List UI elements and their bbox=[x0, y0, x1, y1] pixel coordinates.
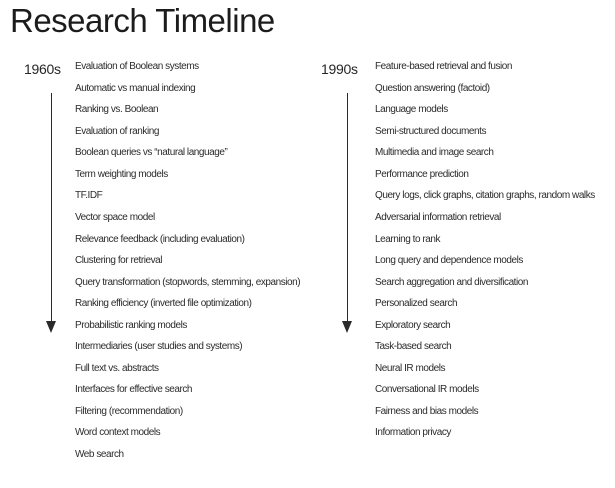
timeline-arrow-line-1990s bbox=[347, 93, 349, 322]
timeline-items-1990s bbox=[375, 56, 595, 444]
timeline-item: Probabilistic ranking models bbox=[75, 319, 187, 331]
timeline-item: Evaluation of Boolean systems bbox=[75, 61, 199, 73]
timeline-item: Boolean queries vs “natural language” bbox=[75, 147, 228, 159]
timeline-item: Search aggregation and diversification bbox=[375, 276, 529, 288]
timeline-item: Vector space model bbox=[75, 212, 155, 224]
timeline-item: Exploratory search bbox=[375, 319, 451, 331]
timeline-item: Fairness and bias models bbox=[375, 405, 479, 417]
timeline-arrowhead-down-icon bbox=[342, 321, 352, 333]
timeline-item: Task-based search bbox=[375, 341, 452, 353]
timeline-arrowhead-down-icon bbox=[46, 321, 56, 333]
timeline-item: Filtering (recommendation) bbox=[75, 405, 183, 417]
timeline-item: Multimedia and image search bbox=[375, 147, 494, 159]
timeline-item: Relevance feedback (including evaluation) bbox=[75, 233, 245, 245]
timeline-items-1960s bbox=[75, 56, 300, 465]
timeline-item: Term weighting models bbox=[75, 168, 168, 180]
timeline-item: Query logs, click graphs, citation graphs, random walks bbox=[375, 190, 595, 202]
timeline-item: Language models bbox=[375, 104, 448, 116]
timeline-item: Information privacy bbox=[375, 427, 451, 439]
timeline-arrow-line-1960s bbox=[51, 93, 53, 322]
decade-label-1990s: 1990s bbox=[321, 61, 358, 77]
timeline-item: Word context models bbox=[75, 427, 161, 439]
timeline-item: Intermediaries (user studies and systems) bbox=[75, 341, 243, 353]
timeline-item: Question answering (factoid) bbox=[375, 82, 490, 94]
timeline-item: Neural IR models bbox=[375, 362, 446, 374]
timeline-item: Full text vs. abstracts bbox=[75, 362, 159, 374]
timeline-item: Learning to rank bbox=[375, 233, 441, 245]
timeline-item: Automatic vs manual indexing bbox=[75, 82, 196, 94]
timeline-item: Evaluation of ranking bbox=[75, 125, 159, 137]
timeline-item: Conversational IR models bbox=[375, 384, 479, 396]
timeline-item: Adversarial information retrieval bbox=[375, 212, 501, 224]
timeline-item: Long query and dependence models bbox=[375, 255, 523, 267]
timeline-item: Semi-structured documents bbox=[375, 125, 487, 137]
timeline-item: Interfaces for effective search bbox=[75, 384, 193, 396]
timeline-item: TF.IDF bbox=[75, 190, 103, 202]
timeline-item: Ranking vs. Boolean bbox=[75, 104, 159, 116]
timeline-item: Performance prediction bbox=[375, 168, 469, 180]
timeline-item: Clustering for retrieval bbox=[75, 255, 163, 267]
decade-label-1960s: 1960s bbox=[24, 61, 61, 77]
timeline-item: Query transformation (stopwords, stemming, expansion) bbox=[75, 276, 301, 288]
timeline-item: Personalized search bbox=[375, 298, 458, 310]
timeline-item: Ranking efficiency (inverted file optimization) bbox=[75, 298, 252, 310]
timeline-item: Web search bbox=[75, 449, 124, 461]
timeline-item: Feature-based retrieval and fusion bbox=[375, 61, 513, 73]
page-title: Research Timeline bbox=[10, 2, 275, 39]
